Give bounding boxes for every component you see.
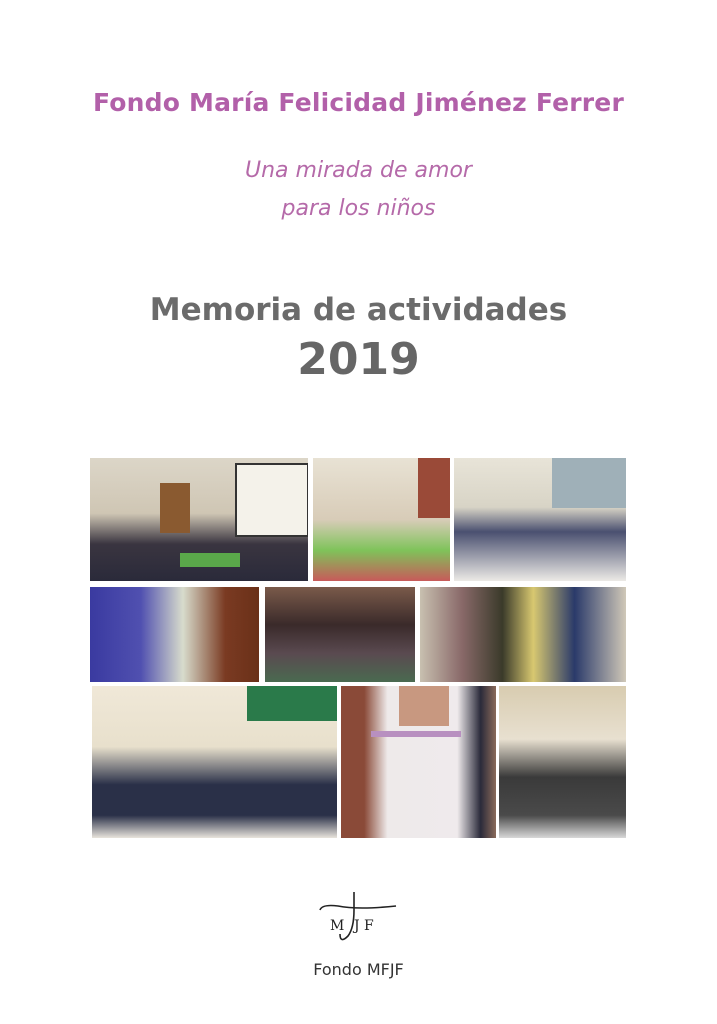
foundation-title: Fondo María Felicidad Jiménez Ferrer xyxy=(93,88,624,117)
photo-classroom-projector xyxy=(90,458,308,581)
photo-children-at-desks xyxy=(313,458,450,581)
svg-text:F: F xyxy=(364,918,374,934)
report-heading: Memoria de actividades xyxy=(149,292,568,328)
photo-classroom-white-desks xyxy=(454,458,626,581)
photo-group-children xyxy=(92,686,337,838)
photo-children-sitting-floor xyxy=(265,587,415,682)
photo-presentation-banner xyxy=(341,686,496,838)
subtitle-line-1: Una mirada de amor xyxy=(245,158,472,183)
photo-three-people-table xyxy=(420,587,626,682)
svg-text:M: M xyxy=(330,918,345,934)
logo-label: Fondo MFJF xyxy=(313,960,404,979)
mfjf-logo xyxy=(318,888,400,948)
photo-musicians-church xyxy=(499,686,626,838)
report-year: 2019 xyxy=(297,334,420,385)
photo-children-at-wall xyxy=(90,587,259,682)
signature-logo-icon xyxy=(318,888,400,948)
svg-text:J: J xyxy=(354,918,360,934)
subtitle-line-2: para los niños xyxy=(281,196,436,221)
